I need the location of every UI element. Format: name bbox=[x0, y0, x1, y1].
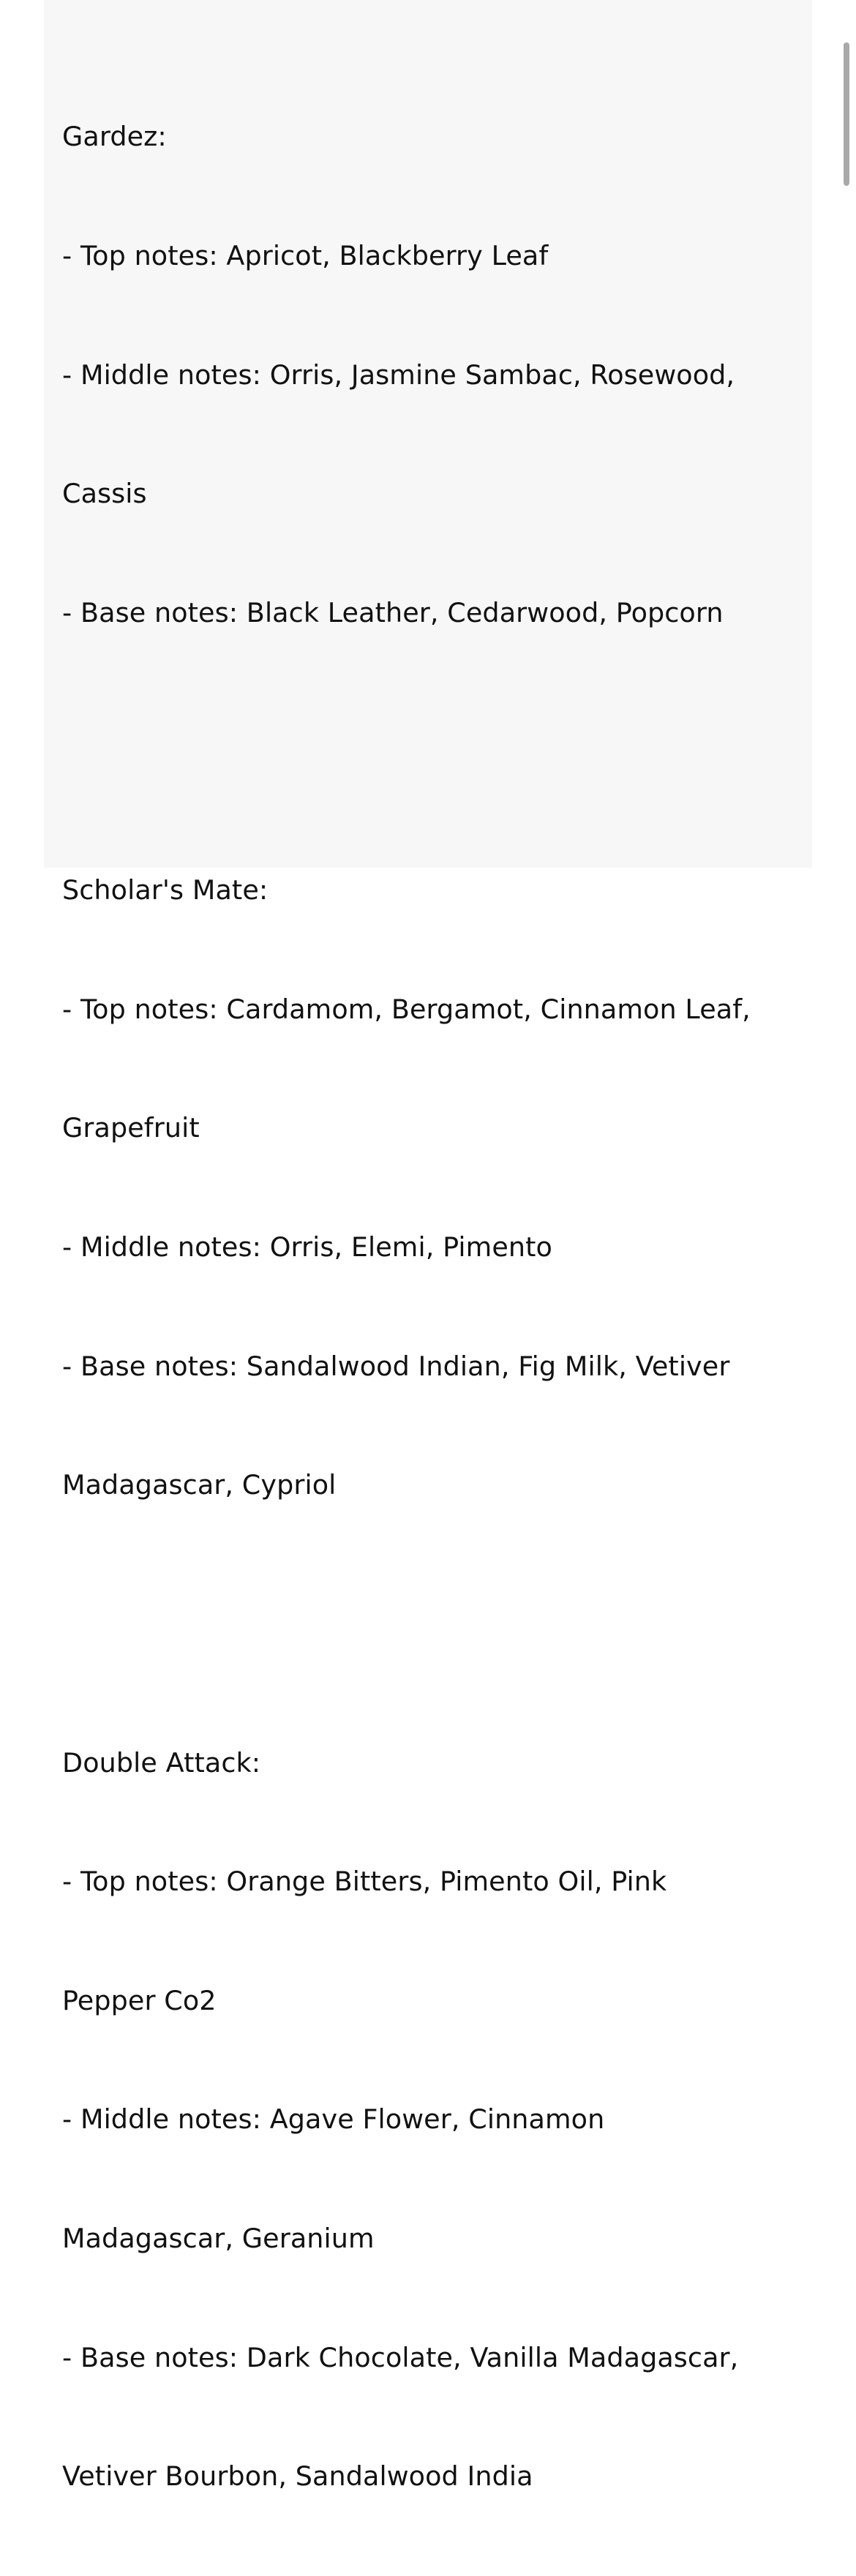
scholars-mate-base-notes-line2: Madagascar, Cypriol bbox=[62, 1469, 337, 1501]
double-attack-middle-notes-line2: Madagascar, Geranium bbox=[62, 2222, 375, 2254]
gardez-middle-notes-line2: Cassis bbox=[62, 478, 147, 510]
section-title-scholars-mate: Scholar's Mate: bbox=[62, 874, 269, 906]
blank-line bbox=[62, 1585, 801, 1624]
double-attack-base-notes-line2: Vetiver Bourbon, Sandalwood India bbox=[62, 2460, 533, 2493]
section-title-double-attack: Double Attack: bbox=[62, 1746, 261, 1779]
scholars-mate-base-notes-line1: - Base notes: Sandalwood Indian, Fig Milk, Vetiver bbox=[62, 1350, 730, 1382]
double-attack-middle-notes-line1: - Middle notes: Agave Flower, Cinnamon bbox=[62, 2103, 605, 2136]
gardez-middle-notes-line1: - Middle notes: Orris, Jasmine Sambac, Rosewood, bbox=[62, 358, 735, 391]
section-title-gardez: Gardez: bbox=[62, 121, 167, 153]
scholars-mate-top-notes-line1: - Top notes: Cardamom, Bergamot, Cinnamon Leaf, bbox=[62, 993, 751, 1025]
double-attack-top-notes-line1: - Top notes: Orange Bitters, Pimento Oil, Pink bbox=[62, 1866, 667, 1898]
scholars-mate-middle-notes: - Middle notes: Orris, Elemi, Pimento bbox=[62, 1231, 552, 1263]
double-attack-top-notes-line2: Pepper Co2 bbox=[62, 1984, 217, 2016]
scholars-mate-top-notes-line2: Grapefruit bbox=[62, 1112, 200, 1144]
blank-line bbox=[62, 712, 801, 751]
notes-text-body[interactable] bbox=[62, 38, 801, 2576]
gardez-base-notes: - Base notes: Black Leather, Cedarwood, Popcorn bbox=[62, 596, 724, 628]
notes-text-panel bbox=[44, 0, 812, 2493]
gardez-top-notes: - Top notes: Apricot, Blackberry Leaf bbox=[62, 240, 549, 271]
double-attack-base-notes-line1: - Base notes: Dark Chocolate, Vanilla Madagascar, bbox=[62, 2341, 739, 2373]
vertical-scrollbar[interactable] bbox=[844, 42, 849, 186]
